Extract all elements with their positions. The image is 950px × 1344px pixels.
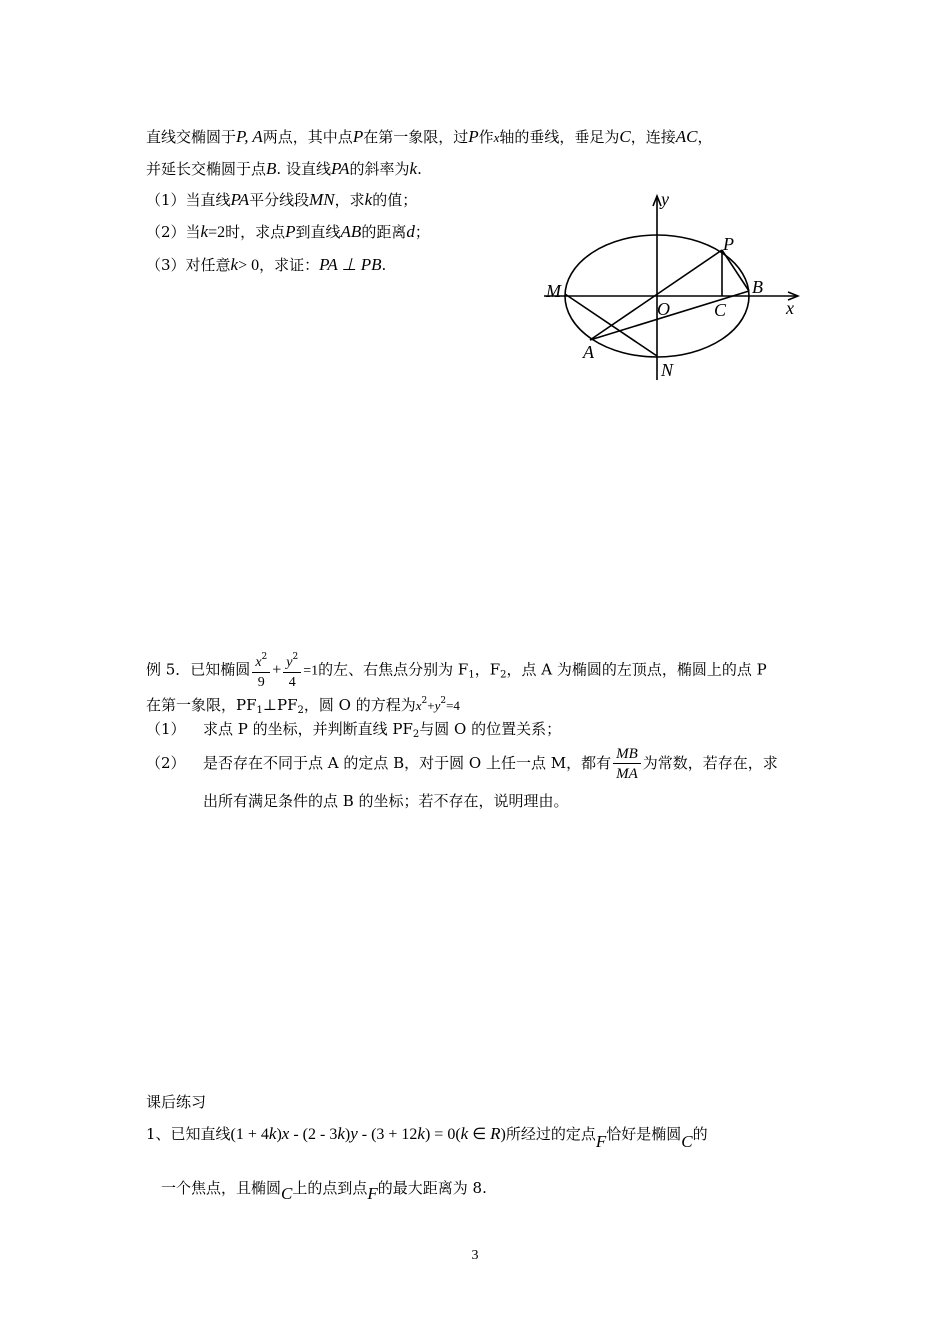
ex5-question-1-num: （1） (146, 720, 186, 738)
p4-line1: 直线交椭圆于P, A两点，其中点P在第一象限，过P作x轴的垂线，垂足为C，连接AC， (146, 127, 713, 146)
ex5-question-2-cont: 出所有满足条件的点 B 的坐标；若不存在，说明理由。 (203, 792, 569, 810)
homework-title: 课后练习 (146, 1093, 207, 1111)
p4-question-2: （2）当k=2时，求点P到直线AB的距离d； (146, 222, 430, 241)
fraction-MB-over-MA: $\frac{MB}{MA}$ (613, 745, 641, 784)
ex5-line2: 在第一象限，$PF_1\perp PF_2$，圆 O 的方程为$x^2+y^2=4$ (146, 696, 460, 716)
p4-question-1: （1）当直线PA平分线段MN，求k的值； (146, 190, 418, 209)
label-C: C (714, 300, 727, 320)
page-number: 3 (471, 1248, 479, 1263)
label-y: y (661, 189, 669, 209)
fraction-x2-over-9: $\frac{x^2}{9}$ (252, 648, 270, 693)
segment-PB (722, 250, 749, 291)
label-O: O (657, 299, 670, 319)
p4-line2: 并延长交椭圆于点B. 设直线PA的斜率为k. (146, 159, 422, 178)
ellipse-figure (540, 188, 800, 388)
ex5-question-2-num: （2） (146, 754, 186, 772)
label-N: N (661, 360, 674, 380)
label-B: B (752, 277, 763, 297)
p4-question-3: （3）对任意k> 0，求证：PA ⊥ PB. (146, 255, 387, 274)
ex5-question-2: 是否存在不同于点 A 的定点 B，对于圆 O 上任一点 M，都有 $\frac{MB}{MA}$ 为常数，若存在，求 (203, 745, 778, 782)
label-M: M (546, 281, 561, 301)
ex5-line1: 例 5．已知椭圆 $\frac{x^2}{9}$ + $\frac{y^2}{4}$ =1的左、右焦点分别为 $F_1$，$F_2$，点 A 为椭圆的左顶点，椭圆上的点 P (146, 648, 767, 696)
homework-1-line1: 1、已知直线(1 + 4k)x - (2 - 3k)y - (3 + 12k) = 0(k ∈ R)所经过的定点F恰好是椭圆C的 (146, 1124, 708, 1151)
homework-1-line2: 一个焦点，且椭圆C上的点到点F的最大距离为 8. (161, 1179, 487, 1203)
segment-AP (590, 250, 722, 340)
ex5-question-1: 求点 P 的坐标，并判断直线 $PF_2$与圆 O 的位置关系； (203, 720, 562, 740)
fraction-y2-over-4: $\frac{y^2}{4}$ (283, 648, 301, 693)
label-P: P (723, 234, 734, 254)
label-A: A (583, 342, 594, 362)
label-x: x (786, 298, 794, 318)
